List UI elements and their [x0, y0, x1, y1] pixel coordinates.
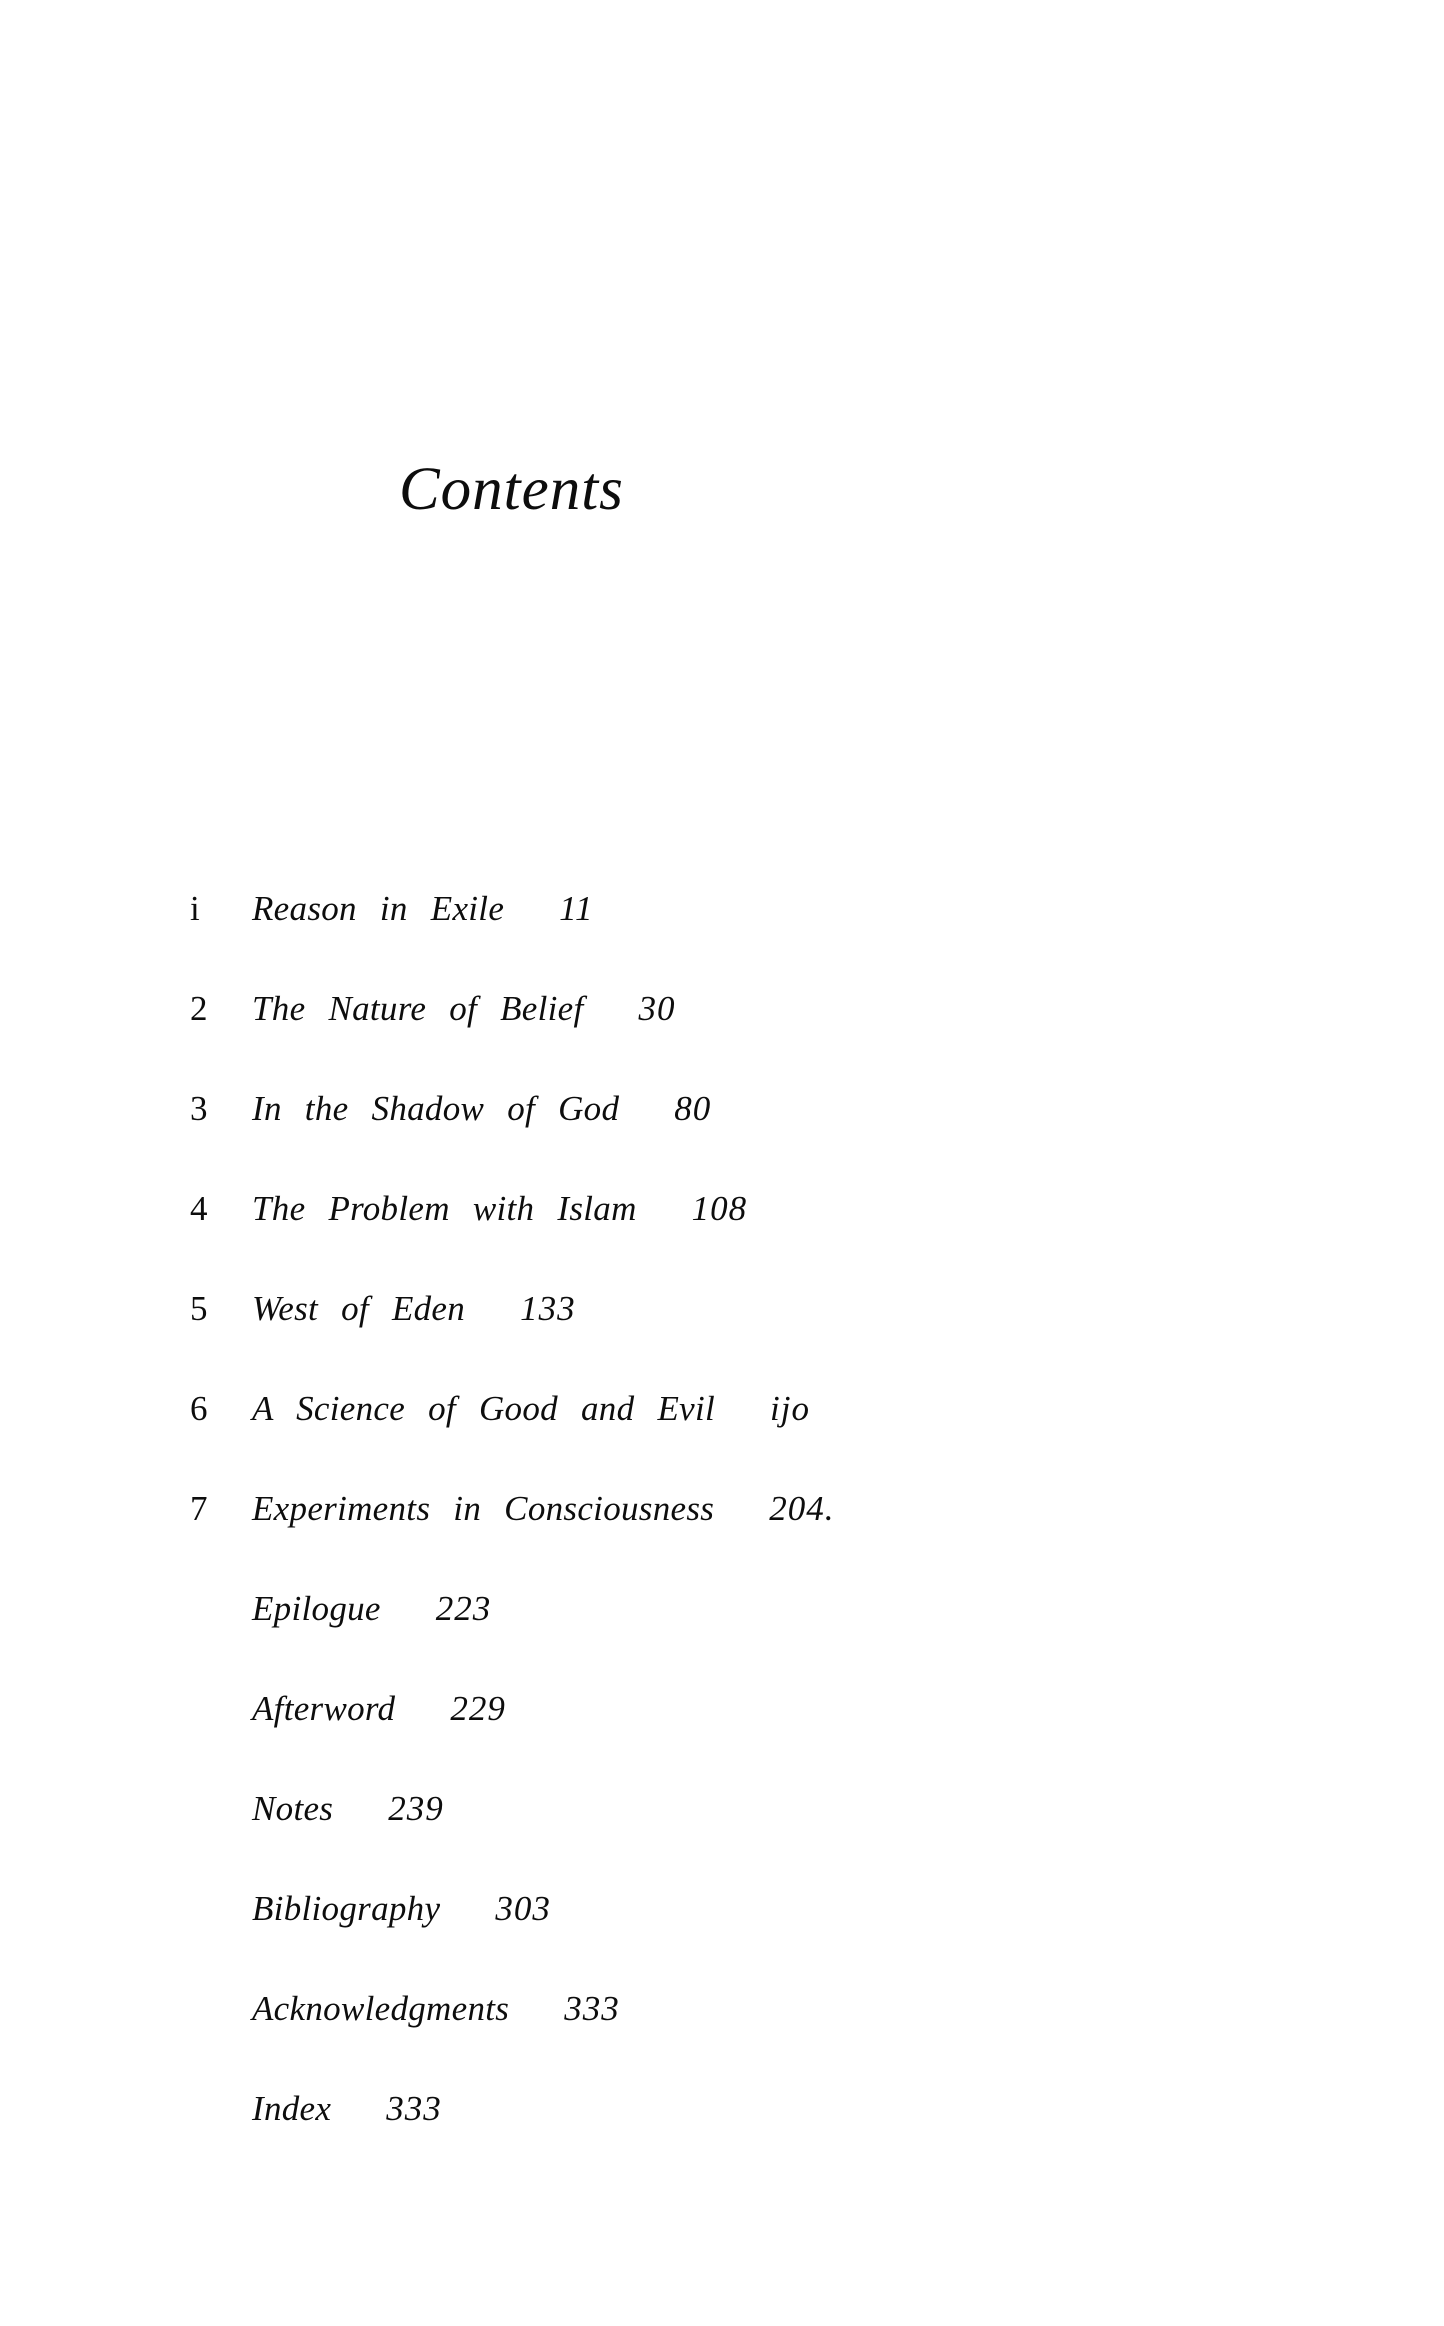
page-number: 303	[495, 1889, 551, 1928]
toc-row	[190, 1391, 834, 1491]
chapter-number: i	[190, 889, 201, 928]
toc-row	[190, 1591, 834, 1691]
toc-row	[190, 891, 834, 991]
toc-row	[190, 1891, 834, 1991]
chapter-number: 5	[190, 1289, 208, 1328]
chapter-number: 6	[190, 1389, 208, 1428]
toc-row	[190, 991, 834, 1091]
chapter-number: 7	[190, 1489, 208, 1528]
chapter-title: A Science of Good and Evil	[252, 1389, 716, 1428]
page-number: ijo	[770, 1389, 810, 1428]
chapter-title: Epilogue	[252, 1589, 381, 1628]
chapter-title: Acknowledgments	[252, 1989, 510, 2028]
toc-row	[190, 1091, 834, 1191]
toc-row	[190, 1191, 834, 1291]
page-number: 239	[388, 1789, 444, 1828]
chapter-title: Afterword	[252, 1689, 396, 1728]
page-number: 133	[520, 1289, 576, 1328]
chapter-title: Experiments in Consciousness	[252, 1489, 715, 1528]
toc-row	[190, 1491, 834, 1591]
page-number: 204.	[769, 1489, 835, 1528]
page-number: 80	[674, 1089, 712, 1128]
page-number: 333	[386, 2089, 442, 2128]
page-number: 223	[435, 1589, 492, 1628]
page-number: 229	[450, 1689, 506, 1728]
chapter-number: 2	[190, 989, 208, 1028]
chapter-title: Notes	[252, 1789, 334, 1828]
toc-list	[190, 891, 834, 2191]
toc-row	[190, 1991, 834, 2091]
chapter-number: 4	[190, 1189, 208, 1228]
page-number: 333	[564, 1989, 620, 2028]
chapter-title: The Problem with Islam	[252, 1189, 637, 1228]
chapter-title: Reason in Exile	[252, 889, 505, 928]
page-title: Contents	[399, 456, 624, 523]
toc-row	[190, 2091, 834, 2191]
page-number: 30	[638, 989, 676, 1028]
toc-row	[190, 1691, 834, 1791]
chapter-title: In the Shadow of God	[252, 1089, 620, 1128]
toc-row	[190, 1791, 834, 1891]
chapter-title: Bibliography	[252, 1889, 441, 1928]
page-number: 11	[559, 889, 594, 928]
chapter-title: West of Eden	[252, 1289, 466, 1328]
page-number: 108	[691, 1189, 748, 1228]
toc-row	[190, 1291, 834, 1391]
chapter-number: 3	[190, 1089, 208, 1128]
chapter-title: Index	[252, 2089, 332, 2128]
chapter-title: The Nature of Belief	[252, 989, 584, 1028]
